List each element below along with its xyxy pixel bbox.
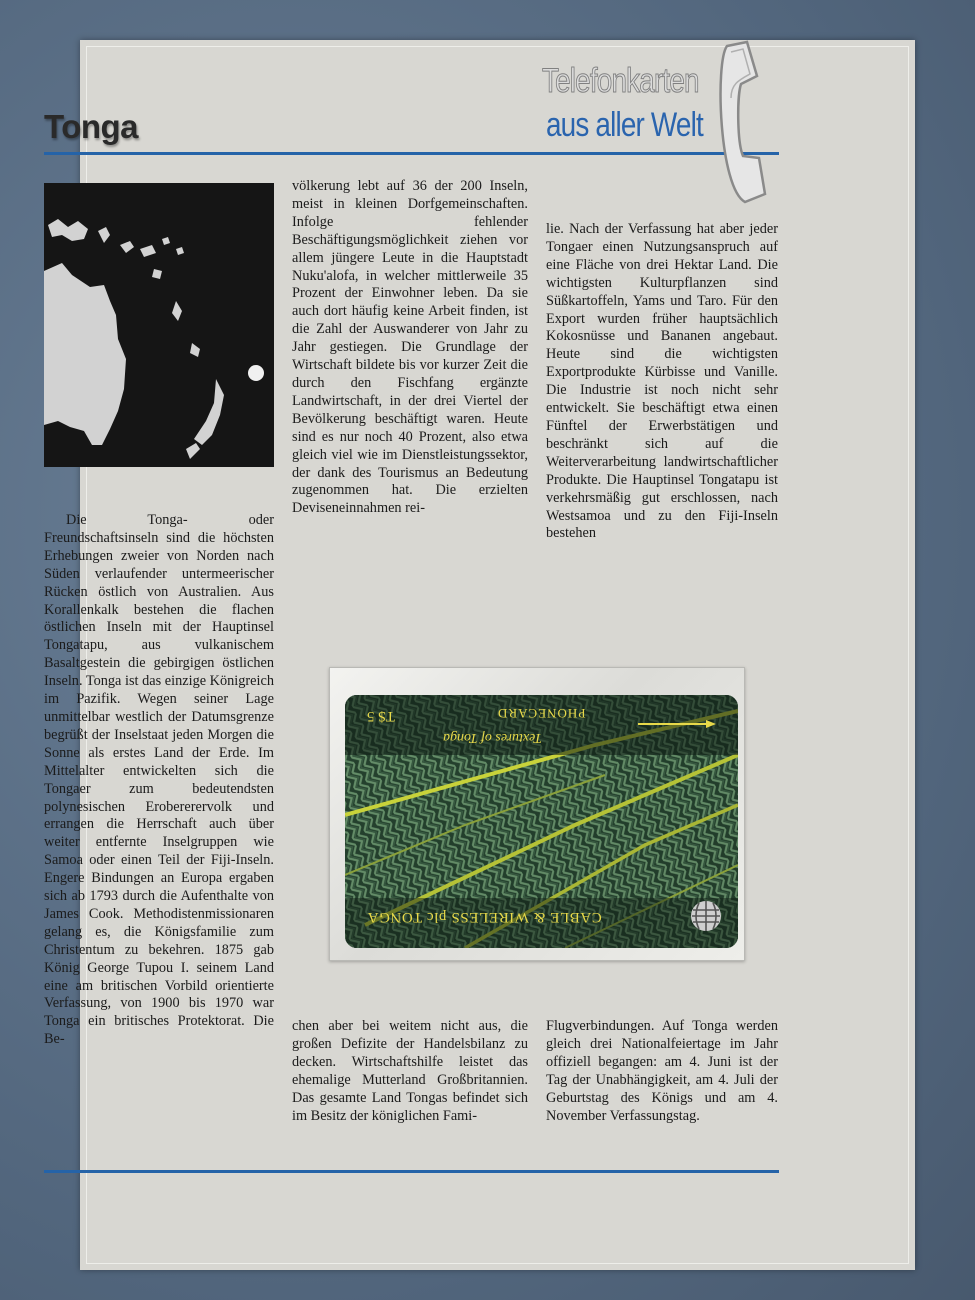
brand-line-2: aus aller Welt — [546, 106, 703, 144]
page-title: Tonga — [44, 108, 139, 145]
card-label: PHONECARD — [497, 706, 586, 721]
card-issuer: CABLE & WIRELESS plc TONGA — [367, 909, 602, 925]
text-column-2: völkerung lebt auf 36 der 200 Inseln, meist in kleinen Dorfgemeinschaften. Infolge fehlender Beschäftigungsmöglichkeit ziehen vor allem jüngere Leute in die Hauptstadt Nuku'alofa, in welcher mittlerweile 35 Prozent der Einwohner leben. Da sie auch dort häufig keine Arbeit finden, ist die Zahl der Auswanderer von Jahr zu Jahr gestiegen. Die Grundlage der Wirtschaft bildete bis vor kurzer Zeit die durch den Fischfang ergänzte Landwirtschaft, in der drei Viertel der Bevölkerung beschäftigt waren. Heute sind es nur noch 40 Prozent, also etwa gleich viel wie im Dienstleistungssektor, der dank des Tourismus an Bedeutung zugenommen hat. Die erzielten Deviseneinnahmen rei- — [292, 178, 528, 517]
header-rule — [44, 152, 779, 155]
text-column-1: Die Tonga- oder Freundschaftsinseln sind die höchsten Erhebungen zweier von Norden nach Süden verlaufender untermeerischer Rücken östlich von Australien. Aus Korallenkalk bestehen die flachen östlichen Inseln mit der Hauptinsel Tongatapu, aus vulkanischem Basaltgestein die gebirgigen östlichen Inseln. Tonga ist das einzige Königreich im Pazifik. Wegen seiner Lage unmittelbar westlich der Datumsgrenze begrüßt der Inselstaat jeden Morgen die Sonne als erstes Land der Erde. Im Mittelalter entwickelten sich die Tongaer zum bedeutendsten polynesischen Erobererervolk und errangen die Herrschaft auch über weiter entfernte Inselgruppen wie Samoa oder einen Teil der Fiji-Inseln. Engere Bindungen an Europa ergaben sich ab 1793 durch die Aufenthalte von James Cook. Methodistenmissionaren gelang es, die Königsfamilie zum Christentum zu bekehren. 1875 gab König George Tupou I. seinem Land eine am britischen Vorbild orientierte Verfassung, von 1900 bis 1970 war Tonga ein britisches Protektorat. Die Be- — [44, 512, 274, 1048]
card-series: Textures of Tonga — [443, 730, 542, 745]
brand-line-1: Telefonkarten — [542, 62, 699, 100]
telephone-handset-icon — [713, 38, 773, 208]
card-value: T$ 5 — [367, 708, 395, 724]
text-column-2-continued: chen aber bei weitem nicht aus, die großen Defizite der Handelsbilanz zu decken. Wirtschaftshilfe leistet das ehemalige Mutterland Großbritannien. Das gesamte Land Tongas befindet sich im Besitz der königlichen Fami- — [292, 1018, 528, 1124]
text-column-3-continued: Flugverbindungen. Auf Tonga werden gleich drei Nationalfeiertage im Jahr offiziell begangen: am 4. Juni ist der Tag der Unabhängigkeit, am 4. Juli der Geburtstag des Königs und am 4. November Verfassungstag. — [546, 1018, 778, 1124]
globe-logo-icon — [689, 899, 723, 933]
phone-card — [345, 695, 738, 948]
footer-rule — [44, 1170, 779, 1173]
text-column-3: lie. Nach der Verfassung hat aber jeder Tongaer einen Nutzungsanspruch auf eine Fläche von drei Hektar Land. Die wichtigsten Kulturpflanzen sind Süßkartoffeln, Yams und Taro. Für den Export wurden früher hauptsächlich Kokosnüsse und Bananen angebaut. Heute sind die wichtigsten Exportprodukte Kürbisse und Vanille. Die Industrie ist noch nicht sehr entwickelt. Sie beschäftigt etwa einen Fünftel der Erwerbstätigen und beschränkt sich auf die Weiterverarbeitung landwirtschaftlicher Produkte. Die Hauptinsel Tongatapu ist verkehrsmäßig gut erschlossen, nach Westsamoa und zu den Fiji-Inseln bestehen — [546, 221, 778, 542]
map-image — [44, 183, 274, 467]
arrow-right-icon — [638, 719, 718, 729]
